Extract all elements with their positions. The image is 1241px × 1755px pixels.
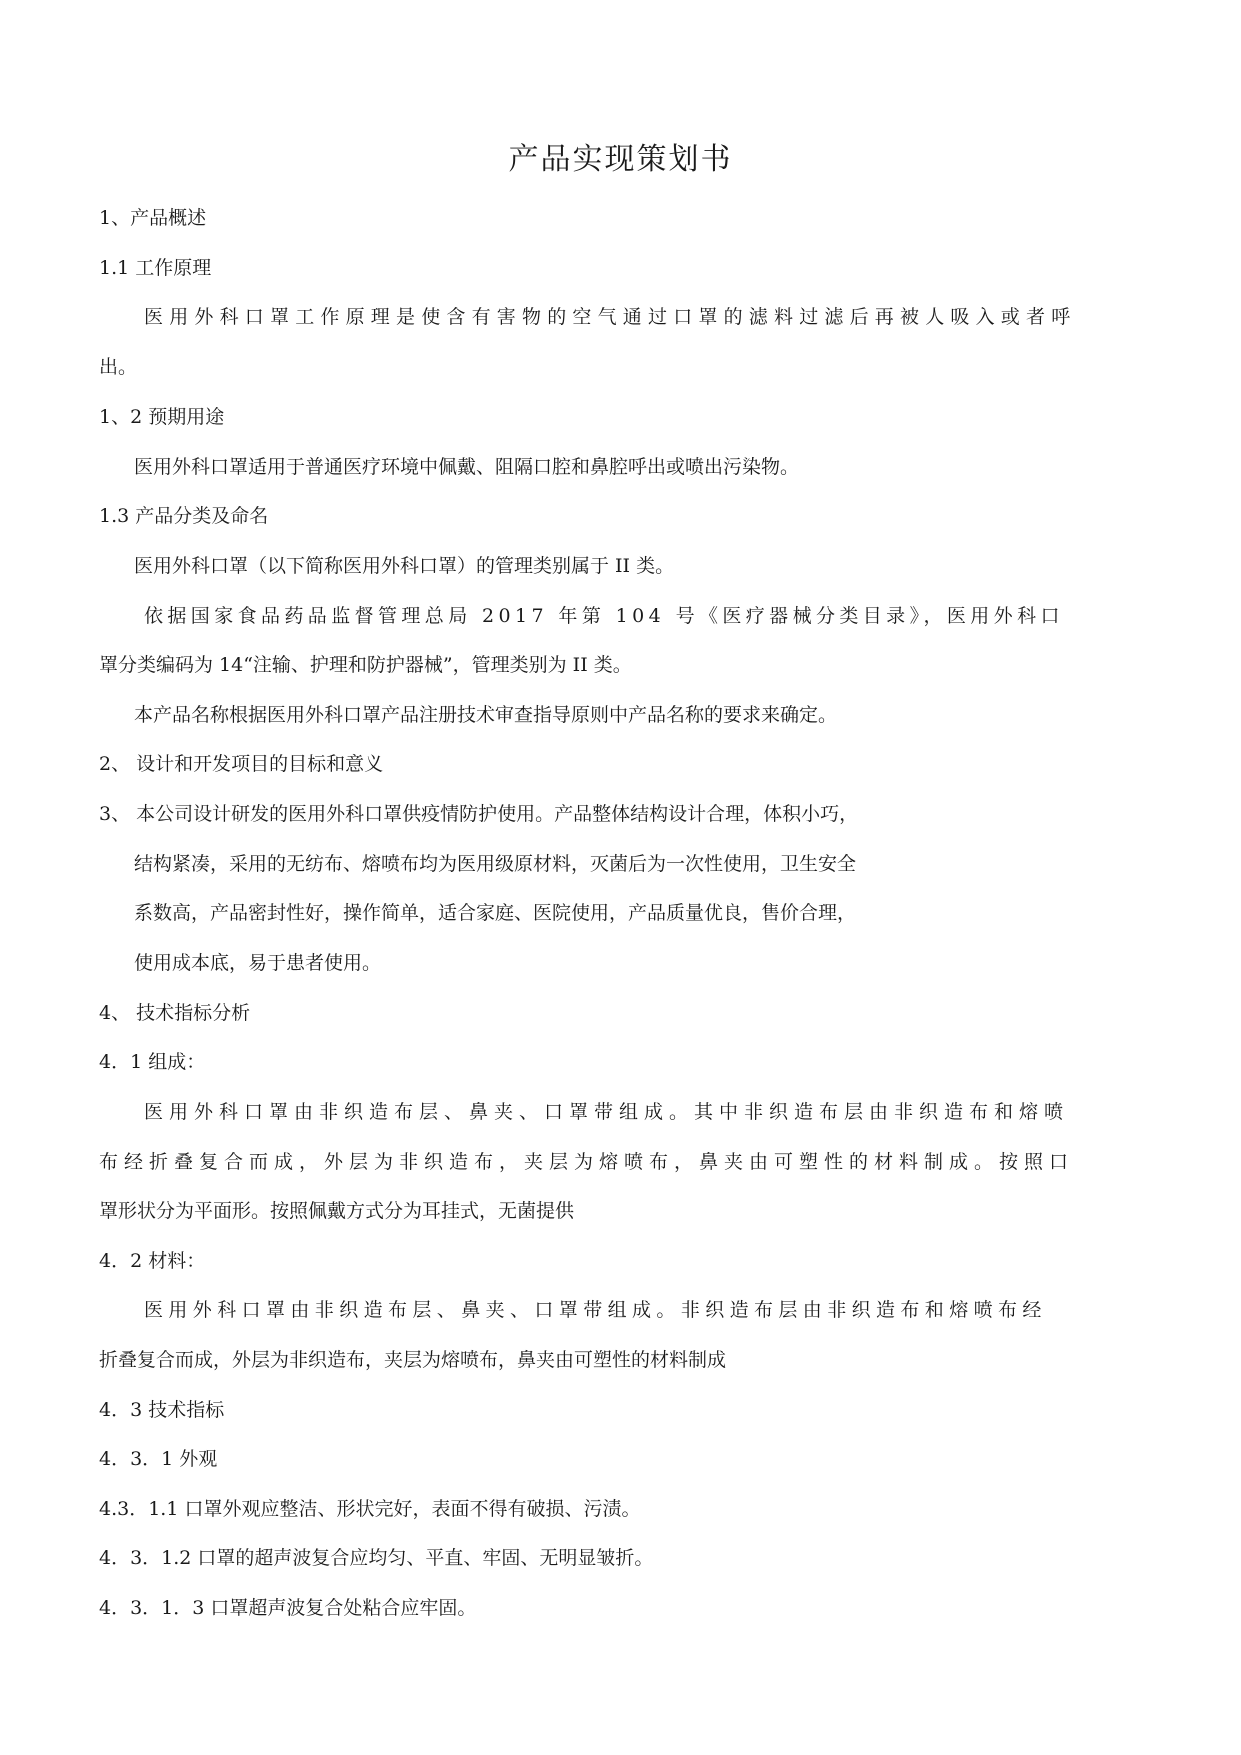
heading-composition: 4．1 组成： <box>99 1051 206 1073</box>
paragraph-line: 依据国家食品药品监督管理总局 2017 年第 104 号《医疗器械分类目录》，医用外科口 <box>144 605 1064 627</box>
paragraph-line: 医用外科口罩适用于普通医疗环境中佩戴、阻隔口腔和鼻腔呼出或喷出污染物。 <box>134 456 800 478</box>
heading-classification: 1.3 产品分类及命名 <box>99 505 269 527</box>
heading-intended-use: 1、2 预期用途 <box>99 406 225 428</box>
paragraph-line: 使用成本底，易于患者使用。 <box>134 952 382 974</box>
paragraph-line: 出。 <box>99 356 138 378</box>
heading-design-goals: 2、 设计和开发项目的目标和意义 <box>99 753 384 775</box>
document-title: 产品实现策划书 <box>508 142 733 177</box>
paragraph-line: 4.3．1.1 口罩外观应整洁、形状完好，表面不得有破损、污渍。 <box>99 1498 641 1520</box>
paragraph-line: 3、 本公司设计研发的医用外科口罩供疫情防护使用。产品整体结构设计合理，体积小巧， <box>99 803 859 825</box>
paragraph-line: 布经折叠复合而成，外层为非织造布，夹层为熔喷布，鼻夹由可塑性的材料制成。按照口 <box>99 1151 1075 1173</box>
paragraph-line: 系数高，产品密封性好，操作简单，适合家庭、医院使用，产品质量优良，售价合理， <box>134 902 857 924</box>
paragraph-line: 医用外科口罩由非织造布层、鼻夹、口罩带组成。非织造布层由非织造布和熔喷布经 <box>144 1299 1047 1321</box>
heading-technical-indicators: 4．3 技术指标 <box>99 1399 225 1421</box>
paragraph-line: 折叠复合而成，外层为非织造布，夹层为熔喷布，鼻夹由可塑性的材料制成 <box>99 1349 727 1371</box>
paragraph-line: 医用外科口罩工作原理是使含有害物的空气通过口罩的滤料过滤后再被人吸入或者呼 <box>144 306 1077 328</box>
paragraph-line: 4．3．1．3 口罩超声波复合处粘合应牢固。 <box>99 1597 477 1619</box>
paragraph-line: 罩形状分为平面形。按照佩戴方式分为耳挂式，无菌提供 <box>99 1200 575 1222</box>
paragraph-line: 结构紧凑，采用的无纺布、熔喷布均为医用级原材料，灭菌后为一次性使用，卫生安全 <box>134 853 857 875</box>
heading-working-principle: 1.1 工作原理 <box>99 257 212 279</box>
heading-materials: 4．2 材料： <box>99 1250 206 1272</box>
paragraph-line: 罩分类编码为 14“注输、护理和防护器械”，管理类别为 II 类。 <box>99 654 632 676</box>
paragraph-line: 4．3．1.2 口罩的超声波复合应均匀、平直、牢固、无明显皱折。 <box>99 1547 654 1569</box>
heading-appearance: 4．3．1 外观 <box>99 1448 218 1470</box>
heading-product-overview: 1、产品概述 <box>99 207 207 229</box>
paragraph-line: 医用外科口罩由非织造布层、鼻夹、口罩带组成。其中非织造布层由非织造布和熔喷 <box>144 1101 1070 1123</box>
paragraph-line: 本产品名称根据医用外科口罩产品注册技术审查指导原则中产品名称的要求来确定。 <box>134 704 838 726</box>
heading-technical-analysis: 4、 技术指标分析 <box>99 1002 251 1024</box>
paragraph-line: 医用外科口罩（以下简称医用外科口罩）的管理类别属于 II 类。 <box>134 555 675 577</box>
